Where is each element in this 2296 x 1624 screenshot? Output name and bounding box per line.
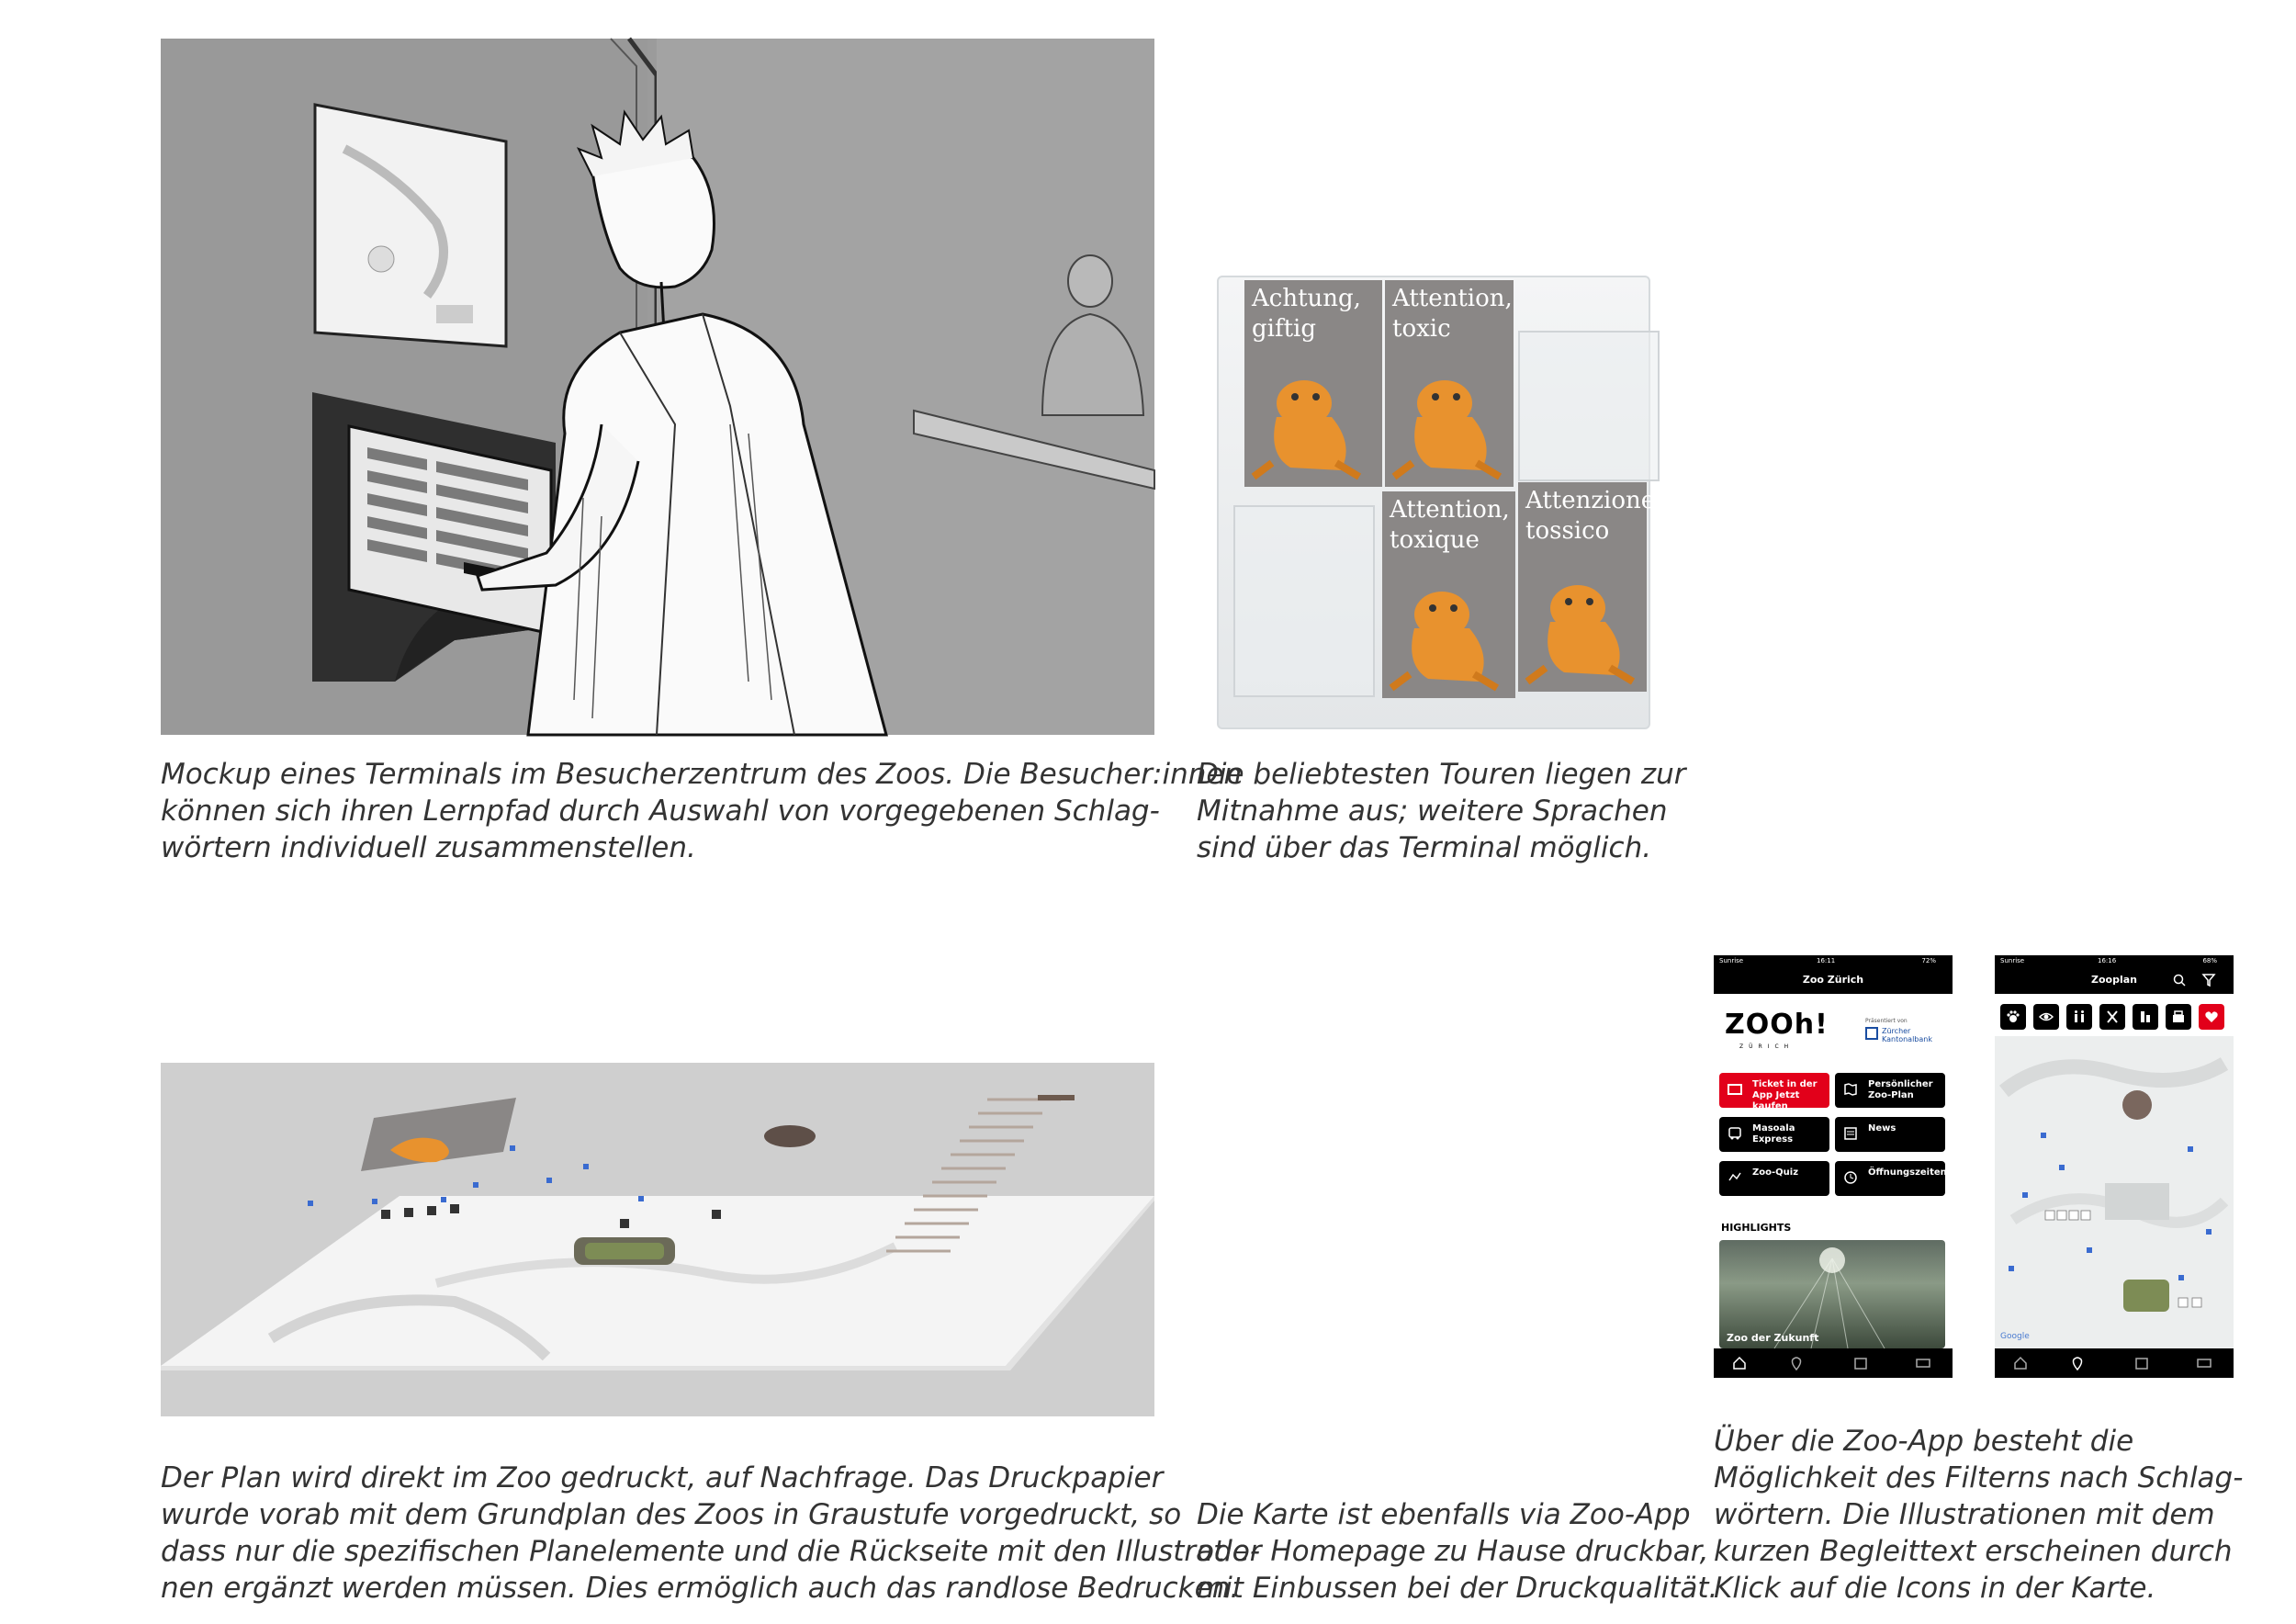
opening-hours-button[interactable]: Öffnungszeiten xyxy=(1835,1161,1945,1196)
zoo-logo-sub: ZÜRICH xyxy=(1739,1043,1795,1050)
ticket-button[interactable]: Ticket in der App Jetzt kaufen xyxy=(1719,1073,1829,1108)
home-icon[interactable] xyxy=(2013,1356,2028,1370)
brochure-card-fr: Attention, toxique xyxy=(1382,491,1515,698)
carrier-label: Sunrise xyxy=(2000,957,2025,964)
restroom-icon xyxy=(2072,1009,2087,1024)
zoo-map[interactable] xyxy=(1995,1036,2234,1348)
brochure-card-en: Attention, toxic xyxy=(1385,280,1514,487)
tab-bar xyxy=(1714,1348,1953,1378)
battery-label: 72% xyxy=(1921,957,1936,964)
kiosk-sketch-drawing xyxy=(161,39,1154,735)
brochure-rack-photo xyxy=(1217,276,1669,735)
clock-icon xyxy=(1843,1171,1858,1184)
map-watermark: Google xyxy=(2000,1332,2030,1341)
location-icon[interactable] xyxy=(1789,1356,1804,1370)
phone-app-map-screen xyxy=(1995,955,2234,1378)
carrier-label: Sunrise xyxy=(1719,957,1744,964)
filter-animals[interactable] xyxy=(2000,1004,2026,1030)
home-icon[interactable] xyxy=(1732,1356,1747,1370)
filter-shop[interactable] xyxy=(2166,1004,2191,1030)
filter-restaurants[interactable] xyxy=(2099,1004,2125,1030)
phone-app-home-screen xyxy=(1714,955,1953,1378)
ticket-tab-icon[interactable] xyxy=(1916,1356,1930,1370)
info-icon xyxy=(2138,1009,2153,1024)
nav-title: Zooplan xyxy=(1995,966,2234,994)
status-time: 16:16 xyxy=(2098,957,2117,964)
filter-icon[interactable] xyxy=(2202,974,2215,987)
quiz-icon xyxy=(1728,1171,1742,1184)
calendar-icon[interactable] xyxy=(2134,1356,2149,1370)
empty-pocket xyxy=(1518,331,1660,481)
filter-favorites[interactable] xyxy=(2199,1004,2224,1030)
filter-sights[interactable] xyxy=(2033,1004,2059,1030)
filter-restrooms[interactable] xyxy=(2066,1004,2092,1030)
frog-illustration xyxy=(1254,362,1364,481)
brochure-card-de: Achtung, giftig xyxy=(1244,280,1382,487)
caption-kiosk: Mockup eines Terminals im Besucherzentrum des Zoos. Die Besucher:innen können sich ihren Lernpfad durch Auswahl von vorgegebenen Schlag- wörtern individuell zusammenstellen. xyxy=(161,758,1243,864)
news-icon xyxy=(1843,1127,1858,1140)
caption-app: Über die Zoo-App besteht die Möglichkeit des Filterns nach Schlag- wörtern. Die Illustrationen mit dem kurzen Begleittext erscheinen durch Klick auf die Icons in der Karte. xyxy=(1714,1425,2244,1605)
masoala-express-button[interactable]: Masoala Express xyxy=(1719,1117,1829,1152)
highlight-caption: Zoo der Zukunft xyxy=(1727,1332,1819,1344)
kiosk-mockup-illustration xyxy=(161,39,1154,735)
personal-plan-button[interactable]: Persönlicher Zoo-Plan xyxy=(1835,1073,1945,1108)
nav-title: Zoo Zürich xyxy=(1714,966,1953,994)
empty-pocket xyxy=(1233,505,1375,697)
zoo-quiz-button[interactable]: Zoo-Quiz xyxy=(1719,1161,1829,1196)
caption-homeprint: Die Karte ist ebenfalls via Zoo-App oder Homepage zu Hause druckbar, mit Einbussen bei der Druckqualität. xyxy=(1197,1498,1718,1605)
caption-print: Der Plan wird direkt im Zoo gedruckt, auf Nachfrage. Das Druckpapier wurde vorab mit dem Grundplan des Zoos in Graustufe vorgedruckt, so dass nur die spezifischen Planelemente und die Rückseite mit den Illustratio- nen ergänzt werden müssen. Dies ermöglich auch das randlose Bedrucken. xyxy=(161,1461,1261,1605)
highlight-card[interactable] xyxy=(1719,1240,1945,1348)
zkb-logo-icon xyxy=(1865,1027,1878,1040)
status-time: 16:11 xyxy=(1817,957,1836,964)
print-layers-drawing xyxy=(161,1063,1154,1416)
restaurant-icon xyxy=(2105,1009,2120,1024)
news-button[interactable]: News xyxy=(1835,1117,1945,1152)
sponsor-name: Zürcher Kantonalbank xyxy=(1882,1027,1932,1043)
eye-icon xyxy=(2039,1009,2054,1024)
location-icon[interactable] xyxy=(2070,1356,2085,1370)
frog-illustration xyxy=(1527,567,1638,686)
zoo-logo: ZOOh! xyxy=(1725,1009,1829,1041)
highlights-heading: HIGHLIGHTS xyxy=(1721,1222,1792,1234)
zoo-map-drawing xyxy=(1995,1036,2234,1348)
frog-illustration xyxy=(1394,362,1504,481)
paw-icon xyxy=(2006,1009,2020,1024)
shop-icon xyxy=(2171,1009,2186,1024)
sponsor-caption: Präsentiert von xyxy=(1865,1018,1908,1024)
status-bar xyxy=(1714,955,1953,966)
calendar-icon[interactable] xyxy=(1853,1356,1868,1370)
battery-label: 68% xyxy=(2202,957,2217,964)
caption-rack: Die beliebtesten Touren liegen zur Mitnahme aus; weitere Sprachen sind über das Terminal möglich. xyxy=(1197,758,1686,864)
tab-bar xyxy=(1995,1348,2234,1378)
filter-info[interactable] xyxy=(2133,1004,2158,1030)
search-icon[interactable] xyxy=(2173,974,2186,987)
ticket-icon xyxy=(1728,1083,1742,1096)
brochure-card-it: Attenzione, tossico xyxy=(1518,482,1647,692)
ticket-tab-icon[interactable] xyxy=(2197,1356,2212,1370)
frog-illustration xyxy=(1391,573,1502,693)
print-map-exploded-view xyxy=(161,1063,1154,1416)
status-bar xyxy=(1995,955,2234,966)
map-icon xyxy=(1843,1083,1858,1096)
train-icon xyxy=(1728,1127,1742,1140)
heart-icon xyxy=(2204,1009,2219,1024)
